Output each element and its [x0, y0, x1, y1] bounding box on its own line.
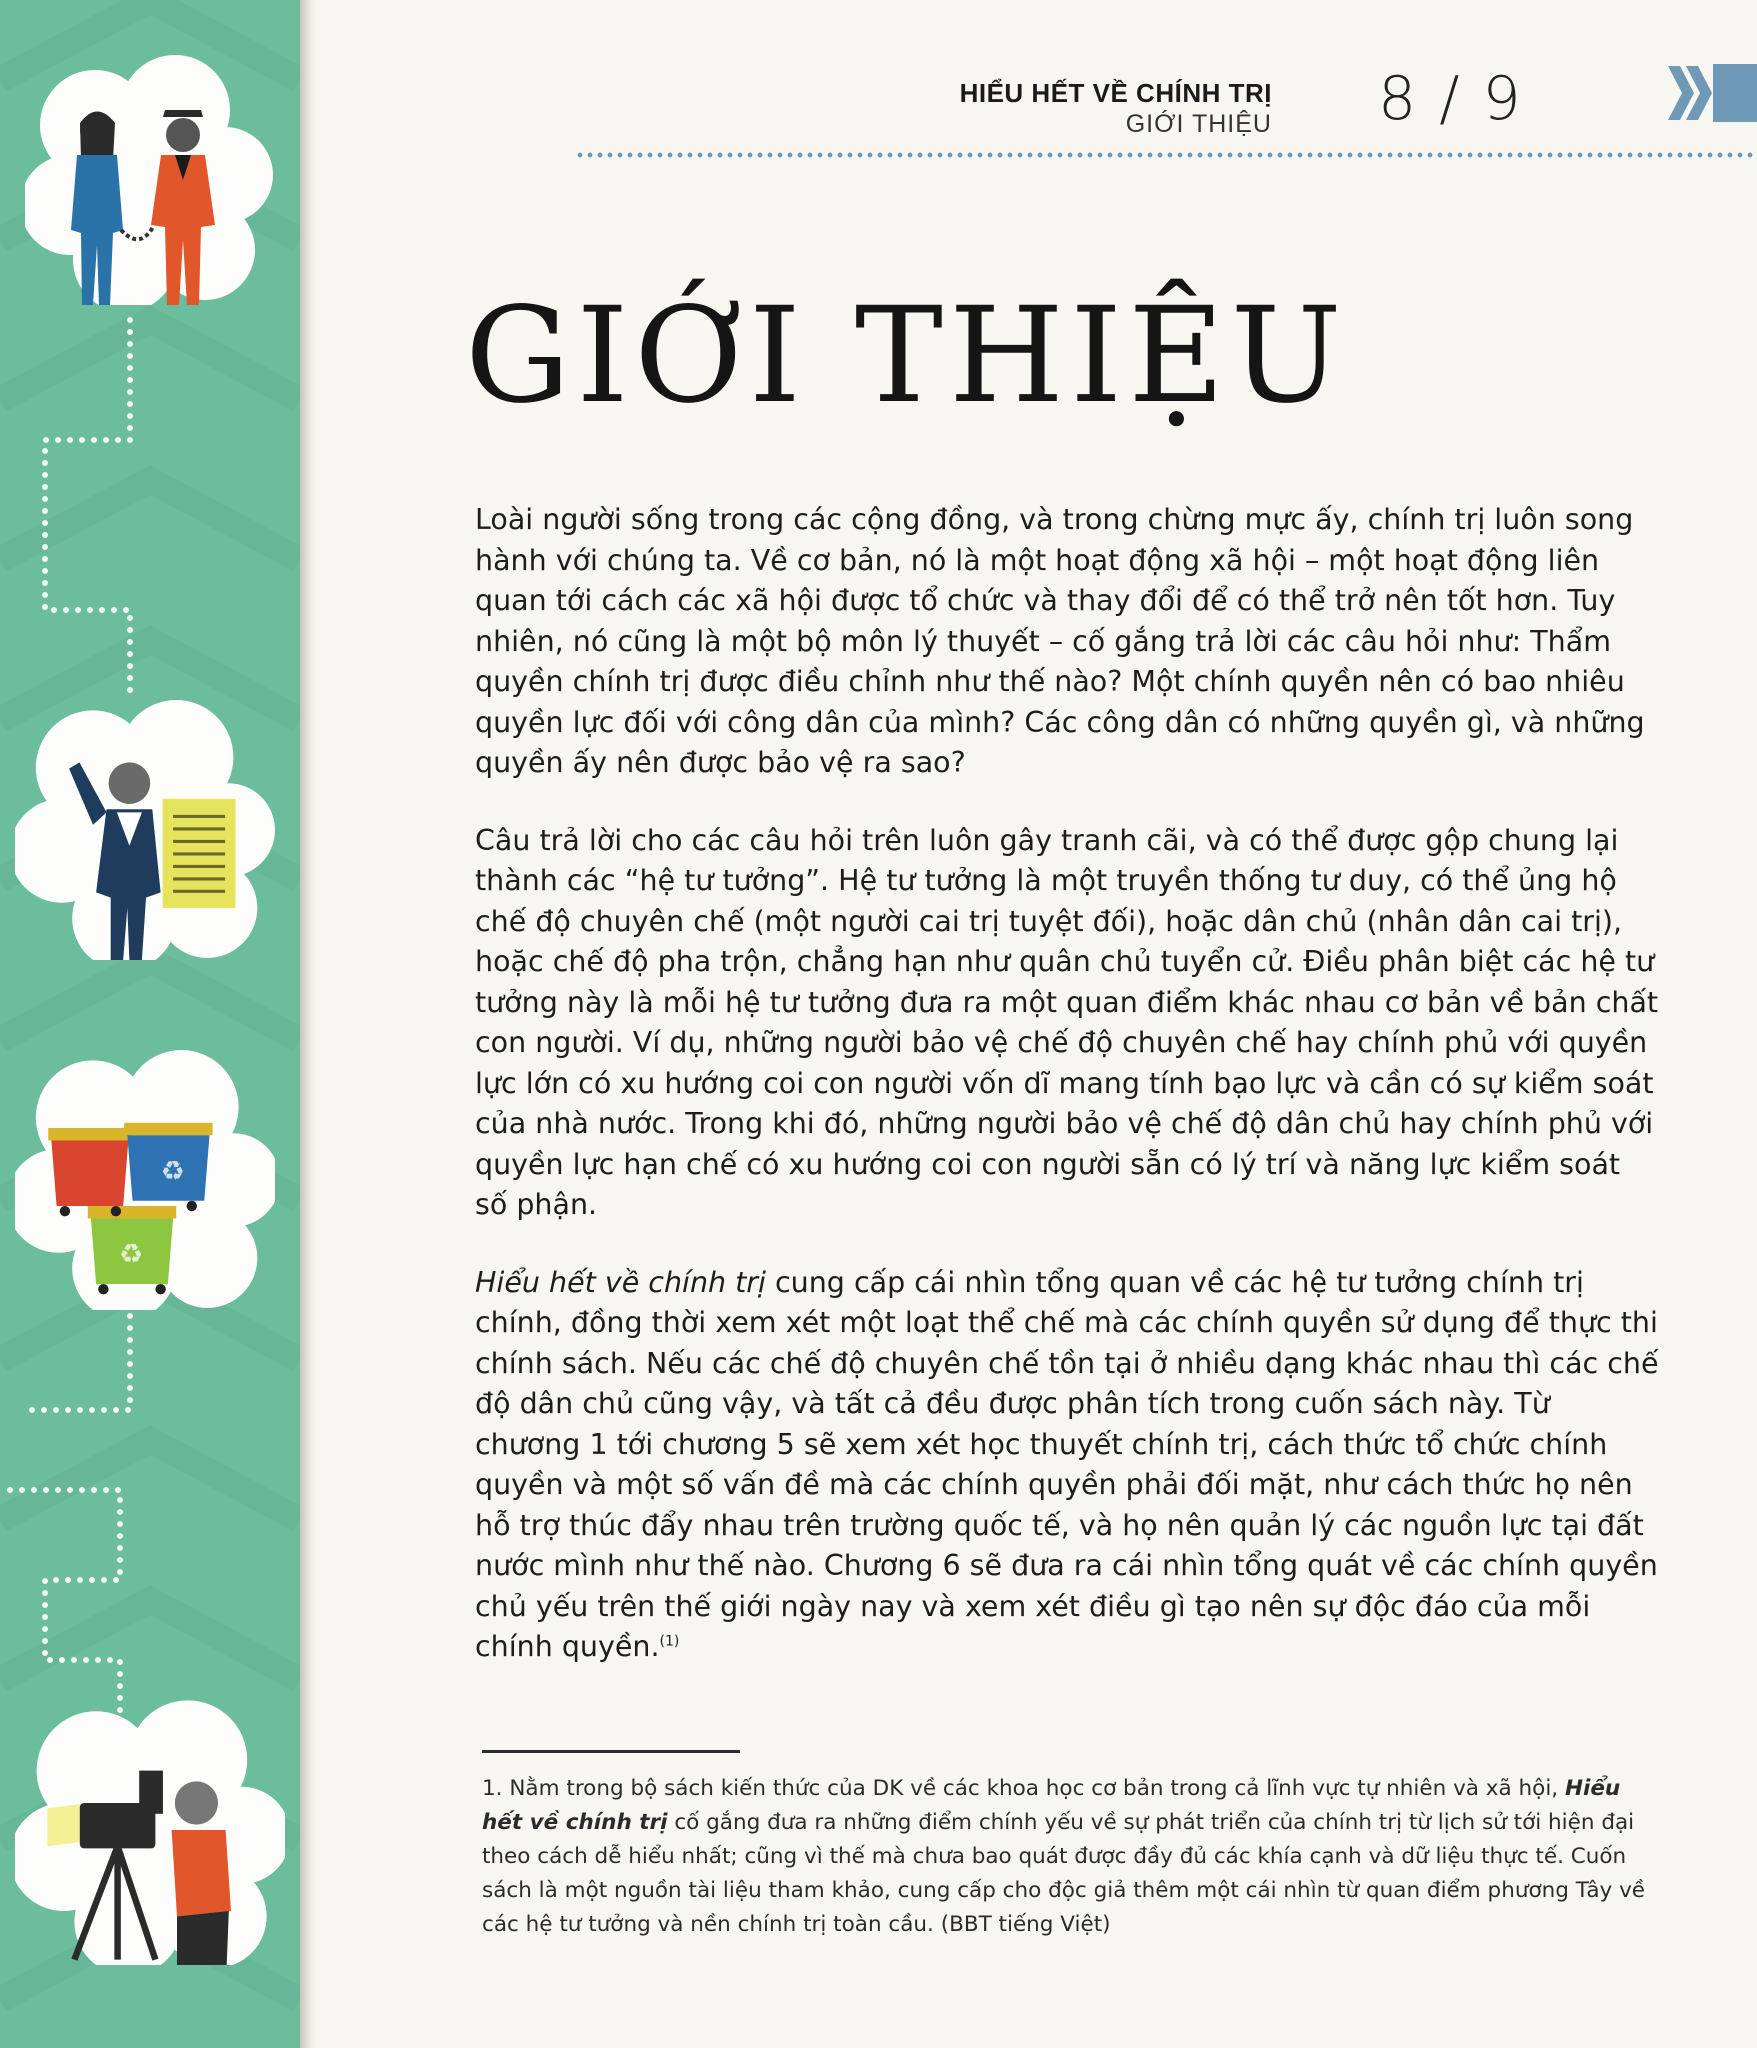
footnote-rest: cố gắng đưa ra những điểm chính yếu về sự phát triển của chính trị từ lịch sử tới hiện đại theo cách dễ hiểu nhất; cũng vì thế mà chưa bao quát được đầy đủ các khía cạnh và dữ liệu thực tế. Cuốn sách là một nguồn tài liệu tham khảo, cung cấp cho độc giả thêm một cái nhìn từ quan điểm phương Tây về các hệ tư tưởng và nền chính trị toàn cầu. (BBT tiếng Việt)	[482, 1810, 1646, 1937]
prisoner-and-guard-illustration	[25, 55, 275, 305]
body-text	[475, 500, 1660, 1705]
footnote-reference[interactable]: (1)	[659, 1633, 680, 1650]
decorative-sidebar	[0, 0, 300, 2048]
svg-text:♻: ♻	[119, 1239, 144, 1271]
paragraph-2: Câu trả lời cho các câu hỏi trên luôn gây tranh cãi, và có thể được gộp chung lại thành các “hệ tư tưởng”. Hệ tư tưởng là một truyền thống tư duy, có thể ủng hộ chế độ chuyên chế (một người cai trị tuyệt đối), hoặc dân chủ (nhân dân cai trị), hoặc chế độ pha trộn, chẳng hạn như quân chủ tuyển cử. Điều phân biệt các hệ tư tưởng này là mỗi hệ tư tưởng đưa ra một quan điểm khác nhau cơ bản về bản chất con người. Ví dụ, những người bảo vệ chế độ chuyên chế hay chính phủ với quyền lực lớn có xu hướng coi con người vốn dĩ mang tính bạo lực và cần có sự kiểm soát của nhà nước. Trong khi đó, những người bảo vệ chế độ dân chủ hay chính phủ với quyền lực hạn chế có xu hướng coi con người sẵn có lý trí và năng lực kiểm soát số phận.	[475, 823, 1659, 1221]
camera-operator-illustration	[15, 1695, 285, 1965]
svg-text:♻: ♻	[160, 1156, 185, 1187]
footnote-divider	[482, 1750, 740, 1753]
paragraph-3-text: cung cấp cái nhìn tổng quan về các hệ tư tưởng chính trị chính, đồng thời xem xét một loạt thể chế mà các chính quyền sử dụng để thực thi chính sách. Nếu các chế độ chuyên chế tồn tại ở nhiều dạng khác nhau thì các chế độ dân chủ cũng vậy, và tất cả đều được phân tích trong cuốn sách này. Từ chương 1 tới chương 5 sẽ xem xét học thuyết chính trị, cách thức tổ chức chính quyền và một số vấn đề mà các chính quyền phải đối mặt, như cách thức họ nên hỗ trợ thúc đẩy nhau trên trường quốc tế, và họ nên quản lý các nguồn lực tại đất nước mình như thế nào. Chương 6 sẽ đưa ra cái nhìn tổng quát về các chính quyền chủ yếu trên thế giới ngày nay và xem xét điều gì tạo nên sự độc đáo của mỗi chính quyền.	[475, 1265, 1659, 1663]
running-header-section: GIỚI THIỆU	[1125, 110, 1272, 138]
header-dotted-rule	[575, 152, 1757, 158]
page-title: GIỚI THIỆU	[465, 279, 1348, 433]
footnote-book-title: Hiểu hết về chính trị	[482, 1776, 1621, 1835]
running-header-title: HIỂU HẾT VỀ CHÍNH TRỊ	[959, 78, 1272, 108]
book-title-italic: Hiểu hết về chính trị	[475, 1265, 766, 1299]
orator-with-scroll-illustration	[15, 700, 275, 960]
paragraph-3	[475, 1263, 1660, 1668]
chevron-right-icon	[1668, 64, 1757, 122]
recycling-bins-illustration	[15, 1050, 275, 1310]
footnote	[482, 1772, 1657, 1942]
page-number: 8 / 9	[1378, 64, 1523, 134]
paragraph-1: Loài người sống trong các cộng đồng, và trong chừng mực ấy, chính trị luôn song hành với chúng ta. Về cơ bản, nó là một hoạt động xã hội – một hoạt động liên quan tới cách các xã hội được tổ chức và thay đổi để có thể trở nên tốt hơn. Tuy nhiên, nó cũng là một bộ môn lý thuyết – cố gắng trả lời các câu hỏi như: Thẩm quyền chính trị được điều chỉnh như thế nào? Một chính quyền nên có bao nhiêu quyền lực đối với công dân của mình? Các công dân có những quyền gì, và những quyền ấy nên được bảo vệ ra sao?	[475, 503, 1645, 779]
book-spine-shadow	[300, 0, 318, 2048]
footnote-lead: 1. Nằm trong bộ sách kiến thức của DK về các khoa học cơ bản trong cả lĩnh vực tự nhiên và xã hội,	[482, 1776, 1565, 1801]
